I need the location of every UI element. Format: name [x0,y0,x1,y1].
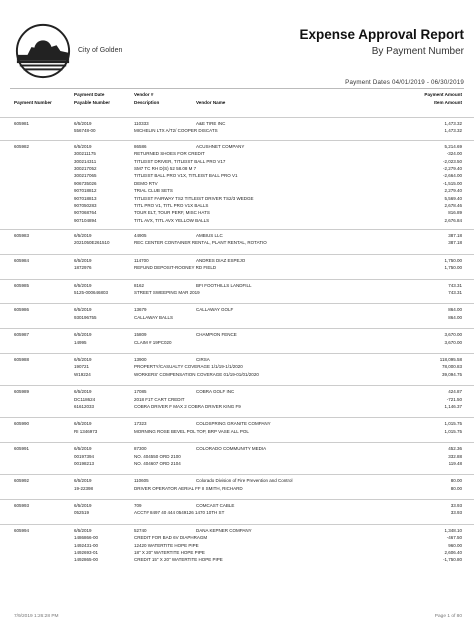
report-subtitle: By Payment Number [371,46,464,57]
report-header [0,0,474,96]
vendor-number: 87300 [134,446,147,452]
amount: -467.50 [446,535,462,541]
payable-row [0,510,474,517]
vendor-number: TITLEIST BALL PRO V1X, TITLEIST BALL PRO V1 [134,173,238,179]
payment-date: 6/5/2019 [74,503,92,509]
payable-row [0,151,474,158]
payment-group [0,279,474,298]
amount: 80.00 [450,485,462,491]
vendor-name: COBRA GOLF INC [196,389,235,395]
payment-date: 5125-000646803 [74,290,109,296]
vendor-name: DANA KEPNER COMPANY [196,527,252,533]
payment-date: DC118624 [74,396,96,402]
payment-date: 2021050E261510 [74,240,110,246]
payment-date: 052519 [74,510,90,516]
payment-date: 61612033 [74,403,95,409]
vendor-number: CLAIM # 19PC020 [134,339,172,345]
payment-row [0,121,474,128]
amount: -2,279.40 [442,165,462,171]
amount: 2,678.46 [444,202,462,208]
amount: 118,095.58 [439,356,462,362]
city-name: City of Golden [78,47,123,54]
amount: -324.00 [446,151,462,157]
payment-number: 605990 [14,421,30,427]
payment-date: 6/5/2019 [74,121,92,126]
vendor-number: 86586 [134,143,147,149]
vendor-number: ACCT# 8497 40 444 0549126 1470 10TH ST [134,510,225,516]
vendor-number: TRIAL CLUB SETS [134,188,173,194]
payment-row [0,307,474,314]
vendor-number: REFUND DEPOSIT-ROONEY RD FIELD [134,265,217,271]
payment-date: 6/5/2019 [74,307,92,313]
col-payable-number: Payable Number [74,100,110,105]
amount: 816.89 [448,210,462,216]
payable-row [0,181,474,188]
report-title: Expense Approval Report [299,27,464,42]
vendor-number: 18" X 20" WATERTITE HOPE PIPE [134,550,205,556]
payment-date: 6/5/2019 [74,143,92,149]
payment-date: 6/5/2019 [74,356,92,362]
payment-group [0,229,474,248]
payment-group [0,117,474,136]
vendor-number: PROPERTY/CASUALTY COVERAGE 1/1/19-1/1/2020 [134,364,243,370]
payable-row [0,188,474,195]
vendor-name: CHAMPION FENCE [196,332,237,338]
amount: 1,750.00 [444,257,462,263]
amount: 1,473.32 [444,121,462,126]
amount: 1,473.32 [444,128,462,134]
payment-number: 605989 [14,389,30,395]
payment-group [0,499,474,518]
payment-group [0,353,474,379]
payable-row [0,535,474,542]
vendor-name: CIRSA [196,356,210,362]
amount: 3,670.00 [444,332,462,338]
payment-row [0,389,474,396]
payable-row [0,364,474,371]
amount: 743.31 [448,282,462,288]
col-payment-amount: Payment Amount [424,92,462,97]
amount: 1,750.00 [444,265,462,271]
amount: 80.00 [450,478,462,484]
payment-group [0,385,474,411]
vendor-number: TOUR ELT, TOUR PERF, MISC HATS [134,210,210,216]
payment-number: 605991 [14,446,30,452]
payable-row [0,557,474,564]
payable-row [0,429,474,436]
payment-date: 556748-00 [74,128,96,134]
amount: -1,750.80 [442,557,462,563]
payment-number: 605992 [14,478,30,484]
payment-date: 6/5/2019 [74,282,92,288]
payment-row [0,478,474,485]
payment-number: 605981 [14,121,30,126]
payment-group [0,303,474,322]
vendor-number: 110333 [134,121,149,126]
column-headers [0,92,474,114]
vendor-number: 114700 [134,257,149,263]
payment-group [0,524,474,565]
amount: 33.93 [450,510,462,516]
payment-date-range: Payment Dates 04/01/2019 - 06/30/2019 [345,79,464,86]
payment-date: 907068764 [74,210,97,216]
amount: 1,015.75 [444,421,462,427]
payable-row [0,218,474,225]
amount: 387.18 [448,240,462,246]
payment-date: 6/5/2019 [74,257,92,263]
payment-group [0,140,474,225]
payment-date: 907050283 [74,202,97,208]
payable-row [0,203,474,210]
payment-date: 907018812 [74,188,97,194]
payment-date: 1492865-00 [74,557,99,563]
vendor-number: 13900 [134,356,147,362]
vendor-name: AMBIUS LLC [196,233,223,239]
payment-row [0,258,474,265]
vendor-number: WORKERS' COMPENSATION COVERAGE 01/19-01/01/2020 [134,371,259,377]
payment-row [0,332,474,339]
col-vendor-no: Vendor # [134,92,154,97]
payment-number: 605982 [14,143,30,149]
payment-date: 00198213 [74,460,95,466]
vendor-number: MORNING ROSE BEVEL POL TOP, BRP VASE ALL POL [134,428,249,434]
payment-date: 300217065 [74,173,97,179]
payable-row [0,454,474,461]
vendor-number: 12420 WATERTITE HOPE PIPE [134,542,199,548]
vendor-number: 709 [134,503,142,509]
vendor-number: CREDIT 15" X 20" WATERTITE HOPE PIPE [134,557,223,563]
payment-number: 605983 [14,233,30,239]
payment-date: 1872976 [74,265,92,271]
vendor-name: A&E TIRE INC [196,121,226,126]
vendor-number: TITLEIST FAIRWAY TS2 TITLEIST DRIVER TS2/3 WEDGE [134,195,254,201]
payment-date: 906735026 [74,180,97,186]
vendor-number: TITLEIST DRIVER, TITLEIST BALL PRO V17 [134,158,226,164]
payable-row [0,340,474,347]
vendor-name: CALLAWAY GOLF [196,307,234,313]
vendor-number: 13679 [134,307,147,313]
amount: 1,146.37 [444,403,462,409]
payment-number: 605988 [14,356,30,362]
vendor-number: 44905 [134,233,147,239]
payment-number: 605984 [14,257,30,263]
footer-timestamp: 7/9/2019 1:26:28 PM [14,614,59,619]
vendor-number: TITL PRO V1, TITL PRO V1X BALLS [134,202,209,208]
payment-row [0,528,474,535]
payment-date: 6/5/2019 [74,527,92,533]
vendor-name: ACUSHNET COMPANY [196,143,245,149]
payable-row [0,397,474,404]
payment-date: 6/5/2019 [74,389,92,395]
amount: -2,664.00 [442,173,462,179]
vendor-number: 15809 [134,332,147,338]
vendor-number: 110605 [134,478,149,484]
payment-date: 1492431-00 [74,542,99,548]
vendor-number: 17323 [134,421,147,427]
amount: 332.88 [448,453,462,459]
payable-row [0,196,474,203]
amount: 424.87 [448,389,462,395]
payable-row [0,128,474,135]
payment-date: W19224 [74,371,91,377]
payable-row [0,240,474,247]
amount: 387.18 [448,233,462,239]
payment-date: 6/5/2019 [74,332,92,338]
amount: 39,094.75 [441,371,462,377]
col-item-amount: Item Amount [434,100,462,105]
amount: -2,023.50 [442,158,462,164]
footer-page-number: Page 1 of 80 [434,614,462,619]
amount: 2,676.84 [444,217,462,223]
payable-row [0,173,474,180]
vendor-number: COBRA DRIVER F MAX 2 COBRA DRIVER KING F9 [134,403,241,409]
payment-date: 6/5/2019 [74,233,92,239]
vendor-number: 52740 [134,527,147,533]
payment-date: 907104894 [74,217,97,223]
col-payment-number: Payment Number [14,100,52,105]
amount: 33.93 [450,503,462,509]
payment-date: 14995 [74,339,87,345]
col-payment-date: Payment Date [74,92,105,97]
payment-group [0,254,474,273]
payment-date: RI 1346973 [74,428,98,434]
vendor-number: NO. 404607 ORD 2104 [134,460,181,466]
amount: 119.48 [448,460,462,466]
vendor-number: REC CENTER CONTAINER RENTAL, PLANT RENTAL, ROTATIO [134,240,267,246]
payable-row [0,166,474,173]
payment-date: 6/5/2019 [74,446,92,452]
header-divider [10,88,464,89]
amount: 78,000.83 [441,364,462,370]
payment-row [0,446,474,453]
amount: 452.36 [448,446,462,452]
vendor-name: ANDRES DIAZ ESPEJO [196,257,246,263]
payment-date: 930196755 [74,314,97,320]
amount: 1,015.75 [444,428,462,434]
payment-date: 190721 [74,364,90,370]
amount: 2,606.40 [444,550,462,556]
payment-number: 605993 [14,503,30,509]
payable-row [0,265,474,272]
vendor-name: Colorado Division of Fire Prevention and Control [196,478,293,484]
payment-group [0,417,474,436]
vendor-number: 2018 F1T CART CREDIT [134,396,185,402]
payment-date: 300217052 [74,165,97,171]
vendor-name: BFI FOOTHILLS LANDFILL [196,282,252,288]
payment-row [0,421,474,428]
vendor-number: 17085 [134,389,147,395]
amount: 960.00 [448,542,462,548]
payable-row [0,461,474,468]
amount: 2,279.40 [444,188,462,194]
payment-date: 6/5/2019 [74,478,92,484]
payment-date: 00197394 [74,453,95,459]
amount: 743.31 [448,290,462,296]
payment-date: 300211175 [74,151,96,157]
amount: 3,670.00 [444,339,462,345]
payment-number: 605987 [14,332,30,338]
payment-group [0,442,474,468]
payment-row [0,503,474,510]
vendor-number: NO. 404550 ORD 2100 [134,453,181,459]
amount: 5,569.40 [444,195,462,201]
payment-row [0,144,474,151]
col-description: Description [134,100,160,105]
vendor-number: SM7 TC RH D(S) 52 58.08 M 7 [134,165,197,171]
payment-row [0,283,474,290]
payment-group [0,474,474,493]
amount: 864.00 [448,307,462,313]
payable-row [0,290,474,297]
vendor-name: COMCAST CABLE [196,503,235,509]
payable-row [0,550,474,557]
payable-row [0,372,474,379]
payment-number: 605985 [14,282,30,288]
vendor-number: TITL AVX, TITL AVX YELLOW BALLS [134,217,210,223]
payment-date: 19-22398 [74,485,94,491]
vendor-number: MICHELIN LTX A/T2/ COOPER DISCATS [134,128,218,134]
vendor-number: STREET SWEEPING MAR 2019 [134,290,200,296]
payment-date: 1492693-01 [74,550,99,556]
col-vendor-name: Vendor Name [196,100,226,105]
payment-groups [0,117,474,571]
payable-row [0,486,474,493]
amount: 1,348.10 [444,527,462,533]
vendor-number: 8162 [134,282,145,288]
payment-group [0,328,474,347]
vendor-number: CREDIT FOR BAD 6V DIAPHRAGM [134,535,208,541]
amount: -1,515.00 [442,180,462,186]
vendor-name: COLORADO COMMUNITY MEDIA [196,446,267,452]
payment-number: 605994 [14,527,30,533]
amount: 864.00 [448,314,462,320]
payment-row [0,233,474,240]
vendor-number: CALLAWAY BALLS [134,314,174,320]
payment-row [0,357,474,364]
payable-row [0,543,474,550]
payment-number: 605986 [14,307,30,313]
vendor-name: COLDSPRING GRANITE COMPANY [196,421,271,427]
city-of-golden-logo-icon [14,22,72,80]
vendor-number: RETURNED SHOES FOR CREDIT [134,151,205,157]
payment-date: 300214311 [74,158,97,164]
vendor-number: DEMO RTV [134,180,158,186]
vendor-number: DRIVER OPERATOR AERIAL FF II SMITH, RICHARD [134,485,243,491]
payable-row [0,159,474,166]
amount: 5,214.69 [444,143,462,149]
amount: -721.50 [446,396,462,402]
payable-row [0,315,474,322]
payable-row [0,404,474,411]
payable-row [0,210,474,217]
payment-date: 907018813 [74,195,97,201]
payment-date: 1486866-00 [74,535,99,541]
payment-date: 6/5/2019 [74,421,92,427]
